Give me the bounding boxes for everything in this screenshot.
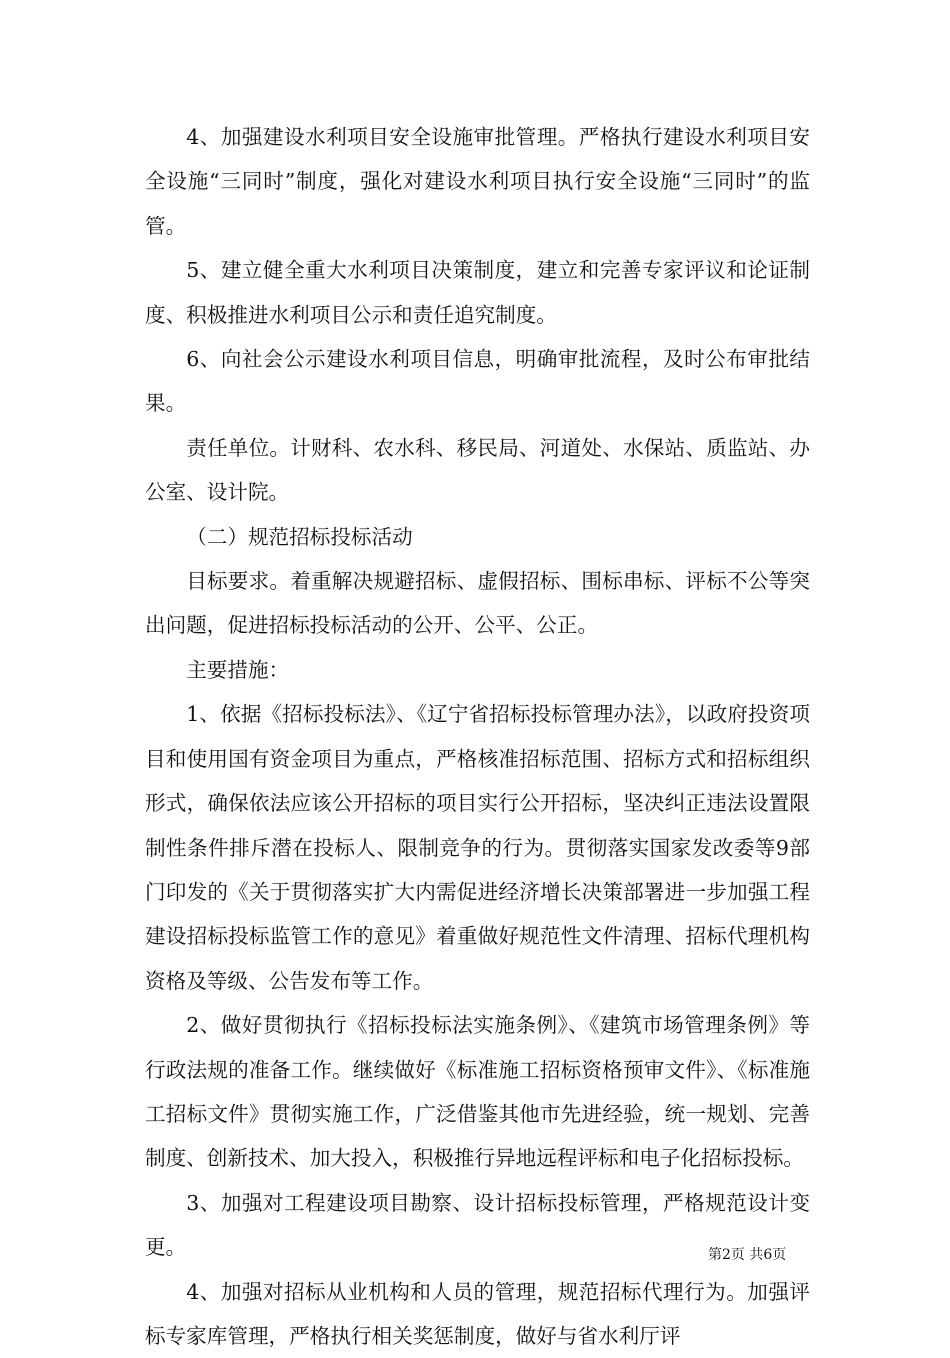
paragraph-measure-3: 3、加强对工程建设项目勘察、设计招标投标管理，严格规范设计变更。 — [145, 1190, 810, 1260]
section-heading-bidding: （二）规范招标投标活动 — [186, 524, 413, 549]
document-body — [145, 115, 810, 1358]
paragraph-item-4-safety-approval: 4、加强建设水利项目安全设施审批管理。严格执行建设水利项目安全设施“三同时”制度，强化对建设水利项目执行安全设施“三同时”的监管。 — [145, 125, 810, 238]
paragraph-measure-2: 2、做好贯彻执行《招标投标法实施条例》、《建筑市场管理条例》等行政法规的准备工作。继续做好《标准施工招标资格预审文件》、《标准施工招标文件》贯彻实施工作，广泛借鉴其他市先进经验，统一规划、完善制度、创新技术、加大投入，积极推行异地远程评标和电子化招标投标。 — [145, 1013, 810, 1171]
paragraph-measure-1: 1、依据《招标投标法》、《辽宁省招标投标管理办法》，以政府投资项目和使用国有资金项目为重点，严格核准招标范围、招标方式和招标组织形式，确保依法应该公开招标的项目实行公开招标，坚决纠正违法设置限制性条件排斥潜在投标人、限制竞争的行为。贯彻落实国家发改委等9部门印发的《关于贯彻落实扩大内需促进经济增长决策部署进一步加强工程建设招标投标监管工作的意见》着重做好规范性文件清理、招标代理机构资格及等级、公告发布等工作。 — [145, 702, 810, 993]
paragraph-measure-4: 4、加强对招标从业机构和人员的管理，规范招标代理行为。加强评标专家库管理，严格执行相关奖惩制度，做好与省水利厅评 — [145, 1279, 810, 1348]
paragraph-item-6-public-disclosure: 6、向社会公示建设水利项目信息，明确审批流程，及时公布审批结果。 — [145, 347, 810, 416]
paragraph-main-measures-label: 主要措施： — [186, 657, 290, 682]
paragraph-item-5-decision-system: 5、建立健全重大水利项目决策制度，建立和完善专家评议和论证制度、积极推进水利项目公示和责任追究制度。 — [145, 258, 810, 327]
page-number-footer: 第2页 共6页 — [708, 1247, 787, 1263]
paragraph-responsible-units: 责任单位。计财科、农水科、移民局、河道处、水保站、质监站、办公室、设计院。 — [145, 435, 810, 505]
paragraph-target-requirements: 目标要求。着重解决规避招标、虚假招标、围标串标、评标不公等突出问题，促进招标投标活动的公开、公平、公正。 — [145, 569, 810, 638]
